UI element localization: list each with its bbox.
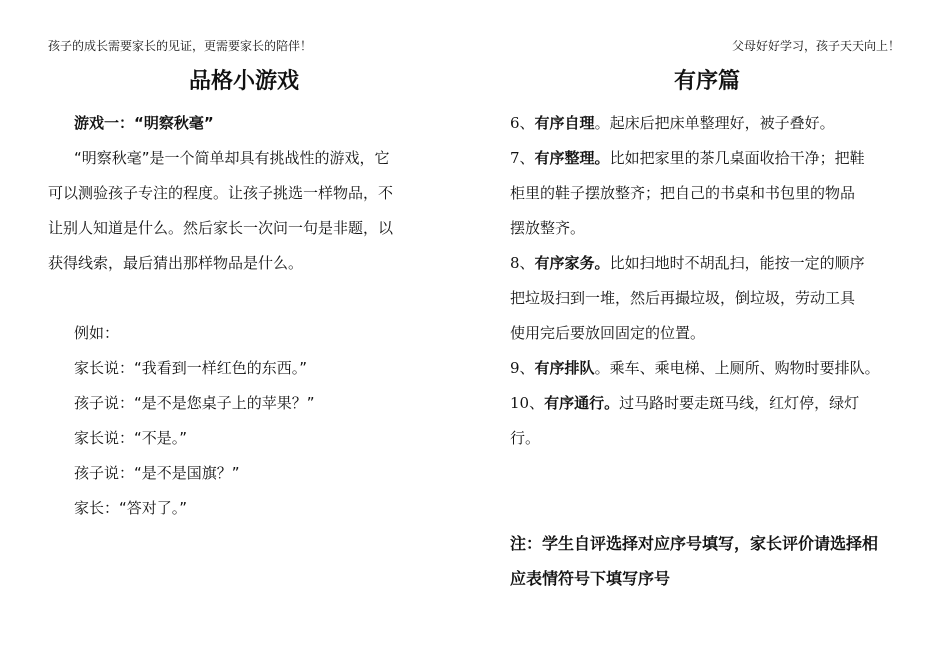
right-column — [510, 66, 904, 596]
order-item-9 — [510, 351, 904, 386]
note-line: 应表情符号下填写序号 — [510, 569, 671, 588]
order-item-7 — [510, 141, 904, 246]
header-right-slogan: 父母好好学习，孩子天天向上！ — [731, 39, 900, 53]
item-line — [510, 351, 904, 386]
right-title: 有序篇 — [673, 69, 740, 94]
item-number: 7、 — [510, 149, 535, 167]
blank-line — [48, 281, 440, 316]
item-text: 。起床后把床单整理好，被子叠好。 — [594, 114, 835, 132]
description-line: “明察秋毫”是一个简单却具有挑战性的游戏，它 — [74, 149, 390, 167]
item-text: 比如把家里的茶几桌面收拾干净；把鞋 — [609, 149, 865, 167]
game-heading: 游戏一：“明察秋毫” — [74, 114, 214, 132]
dialogue-line: 家长说：“不是。” — [74, 429, 188, 447]
item-line — [510, 386, 904, 421]
left-title: 品格小游戏 — [188, 69, 299, 94]
note-line: 注：学生自评选择对应序号填写，家长评价请选择相 — [510, 534, 879, 553]
order-item-10 — [510, 386, 904, 456]
example-label: 例如： — [74, 324, 120, 342]
item-number: 6、 — [510, 114, 535, 132]
header-left-slogan: 孩子的成长需要家长的见证，更需要家长的陪伴！ — [48, 39, 313, 53]
evaluation-note — [510, 526, 904, 596]
item-line: 摆放整齐。 — [510, 219, 586, 237]
blank-space — [510, 456, 904, 526]
description-line: 可以测验孩子专注的程度。让孩子挑选一样物品，不 — [48, 184, 394, 202]
left-column — [48, 66, 440, 526]
dialogue-line: 孩子说：“是不是国旗？” — [74, 464, 240, 482]
example-dialogue — [48, 351, 440, 526]
item-label: 有序通行。 — [544, 394, 620, 412]
item-line — [510, 141, 904, 176]
item-text: 。乘车、乘电梯、上厕所、购物时要排队。 — [594, 359, 880, 377]
order-item-6 — [510, 106, 904, 141]
item-line — [510, 106, 904, 141]
item-label: 有序自理 — [534, 114, 595, 132]
item-number: 10、 — [510, 394, 545, 412]
item-number: 9、 — [510, 359, 535, 377]
dialogue-line: 家长说：“我看到一样红色的东西。” — [74, 359, 308, 377]
item-text: 比如扫地时不胡乱扫，能按一定的顺序 — [609, 254, 865, 272]
dialogue-line: 家长：“答对了。” — [74, 499, 188, 517]
game-description — [48, 141, 440, 281]
description-line: 获得线索，最后猜出那样物品是什么。 — [48, 254, 304, 272]
item-line: 行。 — [510, 429, 541, 447]
item-line: 把垃圾扫到一堆，然后再撮垃圾，倒垃圾，劳动工具 — [510, 289, 856, 307]
item-label: 有序整理。 — [534, 149, 610, 167]
item-line: 使用完后要放回固定的位置。 — [510, 324, 706, 342]
description-line: 让别人知道是什么。然后家长一次问一句是非题，以 — [48, 219, 394, 237]
item-label: 有序家务。 — [534, 254, 610, 272]
item-number: 8、 — [510, 254, 535, 272]
dialogue-line: 孩子说：“是不是您桌子上的苹果？” — [74, 394, 315, 412]
order-item-8 — [510, 246, 904, 351]
item-text: 过马路时要走斑马线，红灯停，绿灯 — [619, 394, 860, 412]
item-label: 有序排队 — [534, 359, 595, 377]
item-line — [510, 246, 904, 281]
item-line: 柜里的鞋子摆放整齐；把自己的书桌和书包里的物品 — [510, 184, 856, 202]
